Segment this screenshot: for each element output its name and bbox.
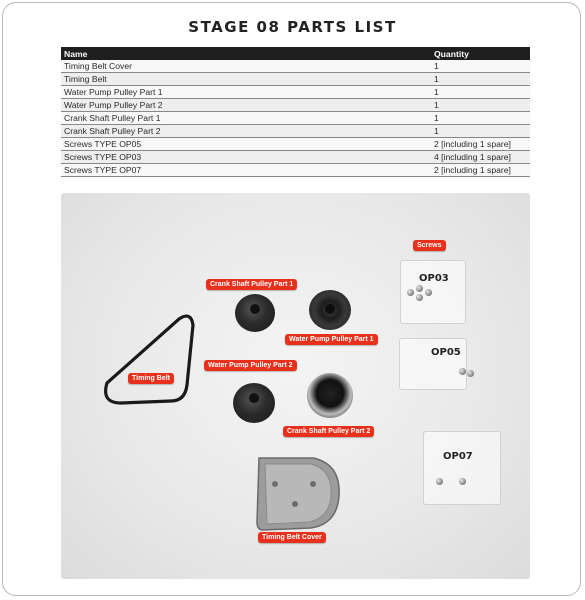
- table-row: [61, 99, 530, 112]
- screw-bag-op07: [423, 431, 501, 505]
- part-name: Screws TYPE OP07: [61, 164, 431, 177]
- screw-icon: [459, 478, 466, 485]
- screw-icon: [436, 478, 443, 485]
- label-timing-belt: Timing Belt: [128, 373, 174, 384]
- part-quantity: 2 [including 1 spare]: [431, 164, 530, 177]
- label-water-pump-pulley-part-2: Water Pump Pulley Part 2: [204, 360, 297, 371]
- part-quantity: 1: [431, 73, 530, 86]
- part-quantity: 1: [431, 99, 530, 112]
- part-name: Screws TYPE OP03: [61, 151, 431, 164]
- part-quantity: 1: [431, 125, 530, 138]
- screw-icon: [459, 368, 466, 375]
- part-quantity: 2 [including 1 spare]: [431, 138, 530, 151]
- screw-icon: [416, 294, 423, 301]
- bag-label-op07: OP07: [443, 451, 473, 462]
- part-quantity: 1: [431, 112, 530, 125]
- part-name: Water Pump Pulley Part 2: [61, 99, 431, 112]
- table-row: [61, 112, 530, 125]
- table-row: [61, 138, 530, 151]
- column-header-quantity: Quantity: [431, 47, 530, 60]
- part-name: Timing Belt: [61, 73, 431, 86]
- water-pump-pulley-part-2-image: [233, 383, 275, 423]
- bag-label-op05: OP05: [431, 347, 461, 358]
- part-name: Water Pump Pulley Part 1: [61, 86, 431, 99]
- pulley-hub: [249, 393, 259, 403]
- column-header-name: Name: [61, 47, 431, 60]
- table-header-row: [61, 47, 530, 60]
- label-timing-belt-cover: Timing Belt Cover: [258, 532, 326, 543]
- label-water-pump-pulley-part-1: Water Pump Pulley Part 1: [285, 334, 378, 345]
- table-row: [61, 60, 530, 73]
- part-name: Crank Shaft Pulley Part 2: [61, 125, 431, 138]
- part-name: Crank Shaft Pulley Part 1: [61, 112, 431, 125]
- part-quantity: 1: [431, 60, 530, 73]
- pulley-hub: [325, 304, 335, 314]
- parts-table: [61, 47, 530, 177]
- part-name: Timing Belt Cover: [61, 60, 431, 73]
- table-row: [61, 151, 530, 164]
- pulley-hub: [250, 304, 260, 314]
- screw-bag-op05: [399, 338, 467, 390]
- part-quantity: 1: [431, 86, 530, 99]
- page-title: STAGE 08 PARTS LIST: [188, 18, 397, 36]
- screw-icon: [407, 289, 414, 296]
- parts-photo: [61, 193, 530, 579]
- screw-icon: [467, 370, 474, 377]
- screw-icon: [416, 285, 423, 292]
- crank-shaft-pulley-part-2-image: [307, 373, 353, 418]
- timing-belt-cover-image: [255, 454, 345, 534]
- timing-belt-image: [95, 311, 205, 411]
- screw-icon: [425, 289, 432, 296]
- table-row: [61, 86, 530, 99]
- label-crank-shaft-pulley-part-1: Crank Shaft Pulley Part 1: [206, 279, 297, 290]
- table-row: [61, 164, 530, 177]
- part-quantity: 4 [including 1 spare]: [431, 151, 530, 164]
- table-row: [61, 73, 530, 86]
- part-name: Screws TYPE OP05: [61, 138, 431, 151]
- table-row: [61, 125, 530, 138]
- label-crank-shaft-pulley-part-2: Crank Shaft Pulley Part 2: [283, 426, 374, 437]
- label-screws: Screws: [413, 240, 446, 251]
- bag-label-op03: OP03: [419, 273, 449, 284]
